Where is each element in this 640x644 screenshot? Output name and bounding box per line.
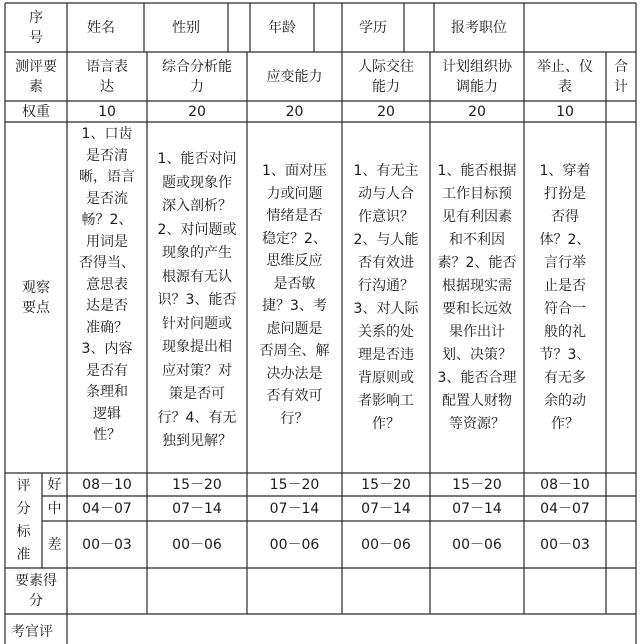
observation-language: 1、口齿 是否清 晰，语言 是否流 畅？2、 用词是 否得当、 意思表 达是否 准确？ 3、内容 是否有 条理和 逻辑 性？: [79, 126, 135, 443]
observation-adaptability: 1、面对压 力或问题 情绪是否 稳定？2、 思维反应 是否敏 捷？3、考 虑问题是 否周全、解 决办法是 否有效可 行？: [259, 163, 330, 427]
score-range: 00－06: [361, 536, 411, 553]
score-range: 04－07: [82, 500, 132, 517]
education-header: 学历: [359, 19, 387, 36]
seq-header: 序 号: [29, 9, 43, 46]
score-range: 07－14: [172, 500, 222, 517]
position-value-cell[interactable]: [524, 3, 636, 52]
weight-value: 20: [285, 103, 304, 120]
observation-demeanor: 1、穿着 打扮是 否得 体？2、 言行举 止是否 符合一 般的礼 节？3、 有无多 余的动 作？: [539, 163, 591, 432]
score-range: 08－10: [540, 476, 590, 493]
position-header: 报考职位: [451, 19, 507, 36]
score-range: 00－06: [172, 536, 222, 553]
observation-planning: 1、能否根据 工作目标预 见有利因素 和不利因 素？2、能否 根据现实需 要和长远效 果作出计 划、决策？ 3、能否合理 配置人财物 等资源？: [437, 163, 517, 432]
score-range: 07－14: [361, 500, 411, 517]
observation-analysis: 1、能否对问 题或现象作 深入剖析？ 2、对问题或 现象的产生 根源有无认 识？3、能否 针对问题或 现象提出相 应对策？对 策是否可 行？4、有无 独到见解？: [157, 151, 237, 449]
element-score-cell[interactable]: [67, 568, 147, 614]
weight-value: 20: [188, 103, 206, 120]
weight-value: 10: [556, 103, 574, 120]
score-range: 00－03: [540, 536, 590, 553]
score-range: 15－20: [269, 476, 320, 493]
criterion-demeanor: 举止、仪 表: [537, 58, 593, 95]
criterion-interpersonal: 人际交往 能力: [358, 58, 414, 95]
education-value-cell[interactable]: [404, 3, 434, 52]
criteria-label: 测评要 素: [15, 58, 57, 95]
weight-value: 20: [377, 103, 395, 120]
score-range: 07－14: [269, 500, 320, 517]
element-score-cell[interactable]: [147, 568, 247, 614]
score-range: 15－20: [361, 476, 411, 493]
criterion-adaptability: 应变能力: [266, 68, 323, 85]
total-score-cell[interactable]: [606, 568, 636, 614]
total-label: 合 计: [614, 58, 628, 95]
name-header: 姓名: [87, 19, 115, 36]
score-range: 04－07: [540, 500, 590, 517]
examiner-comment-cell[interactable]: [67, 614, 636, 644]
element-score-cell[interactable]: [247, 568, 342, 614]
gender-header: 性别: [172, 19, 200, 36]
level-poor-label: 差: [47, 536, 62, 553]
criterion-language: 语言表 达: [86, 58, 128, 95]
criterion-analysis: 综合分析能 力: [162, 58, 232, 95]
criterion-planning: 计划组织协 调能力: [442, 58, 512, 95]
observe-label: 观察 要点: [22, 279, 50, 316]
score-standard-label: 评 分 标 准: [16, 477, 31, 563]
age-value-cell[interactable]: [314, 3, 342, 52]
score-range: 00－03: [82, 536, 132, 553]
element-score-cell[interactable]: [342, 568, 430, 614]
score-range: 15－20: [172, 476, 222, 493]
level-medium-label: 中: [47, 500, 62, 517]
score-range: 08－10: [82, 476, 132, 493]
element-score-cell[interactable]: [430, 568, 524, 614]
examiner-comment-label: 考官评: [11, 624, 53, 640]
level-good-label: 好: [47, 476, 62, 493]
weight-value: 20: [468, 103, 486, 120]
score-range: 15－20: [452, 476, 502, 493]
element-score-label: 要素得 分: [15, 573, 57, 609]
observation-interpersonal: 1、有无主 动与人合 作意识？ 2、与人能 否有效进 行沟通？ 3、对人际 关系的处 理是否违 背原则或 者影响工 作？: [353, 163, 419, 432]
element-score-cell[interactable]: [524, 568, 606, 614]
gender-value-cell[interactable]: [228, 3, 250, 52]
weight-value: 10: [98, 103, 116, 120]
weight-label: 权重: [22, 103, 50, 120]
age-header: 年龄: [268, 19, 296, 36]
score-range: 00－06: [269, 536, 320, 553]
score-range: 07－14: [452, 500, 502, 517]
score-range: 00－06: [452, 536, 502, 553]
